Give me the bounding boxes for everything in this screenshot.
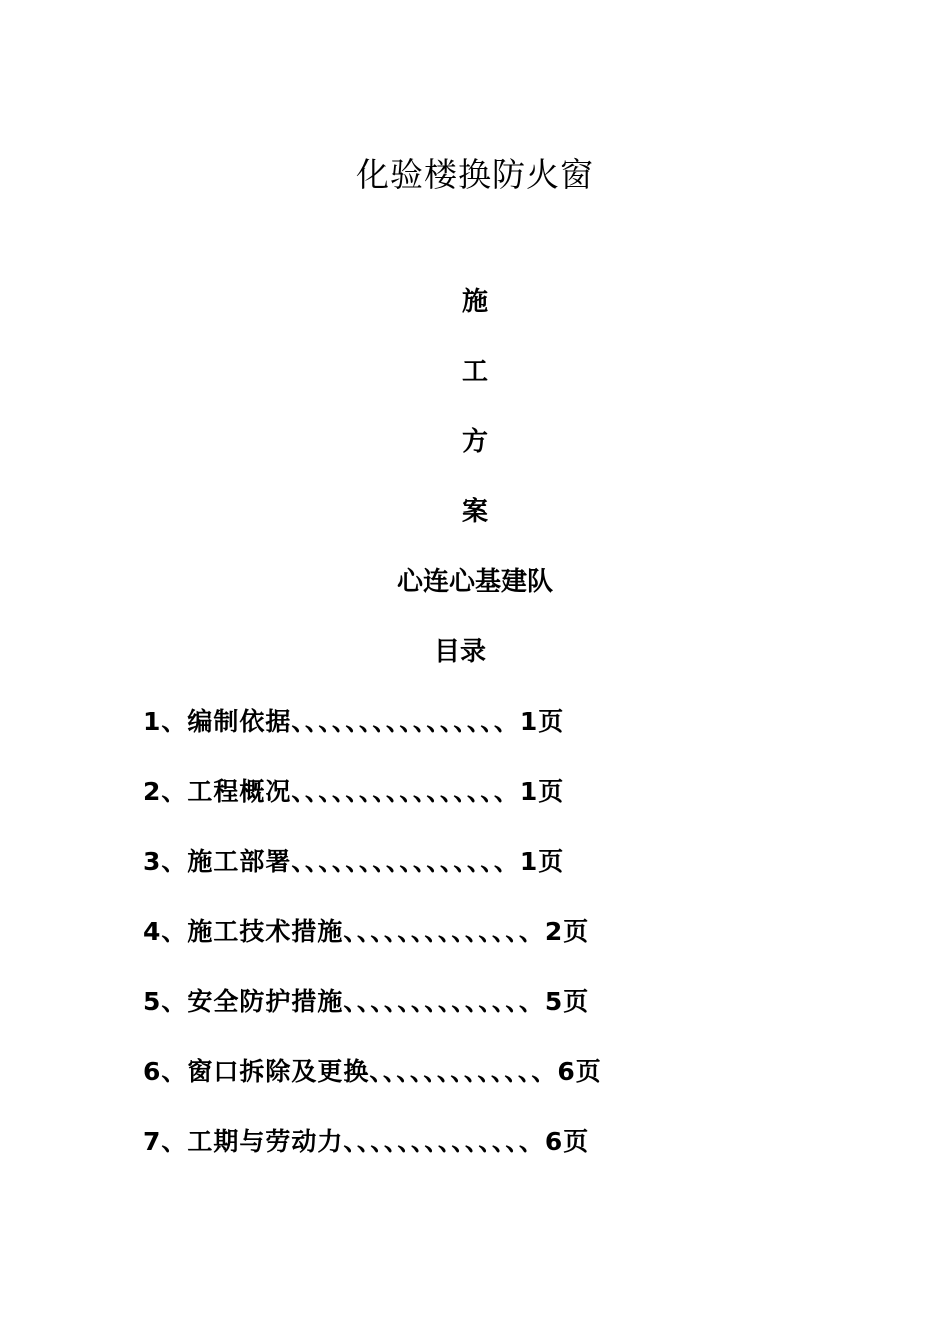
vertical-title-char-1: 施: [461, 287, 488, 317]
toc-item-2: 2、工程概况、、、、、、、、、、、、、、、、1页: [143, 777, 565, 806]
vertical-title-char-2: 工: [461, 357, 488, 387]
table-of-contents: [143, 704, 783, 1194]
toc-item-3: 3、施工部署、、、、、、、、、、、、、、、、1页: [143, 847, 565, 876]
vertical-title-char-4: 案: [461, 497, 488, 527]
toc-item-4: 4、施工技术措施、、、、、、、、、、、、、、2页: [143, 917, 590, 946]
toc-item-7: 7、工期与劳动力、、、、、、、、、、、、、、6页: [143, 1127, 590, 1156]
toc-item-5: 5、安全防护措施、、、、、、、、、、、、、、5页: [143, 987, 590, 1016]
toc-item-6: 6、窗口拆除及更换、、、、、、、、、、、、、6页: [143, 1057, 602, 1086]
toc-item-1: 1、编制依据、、、、、、、、、、、、、、、、1页: [143, 707, 565, 736]
toc-heading: 目录: [433, 637, 486, 667]
document-title: 化验楼换防火窗: [356, 155, 594, 194]
company-name: 心连心基建队: [396, 567, 553, 597]
vertical-title-char-3: 方: [461, 427, 488, 457]
